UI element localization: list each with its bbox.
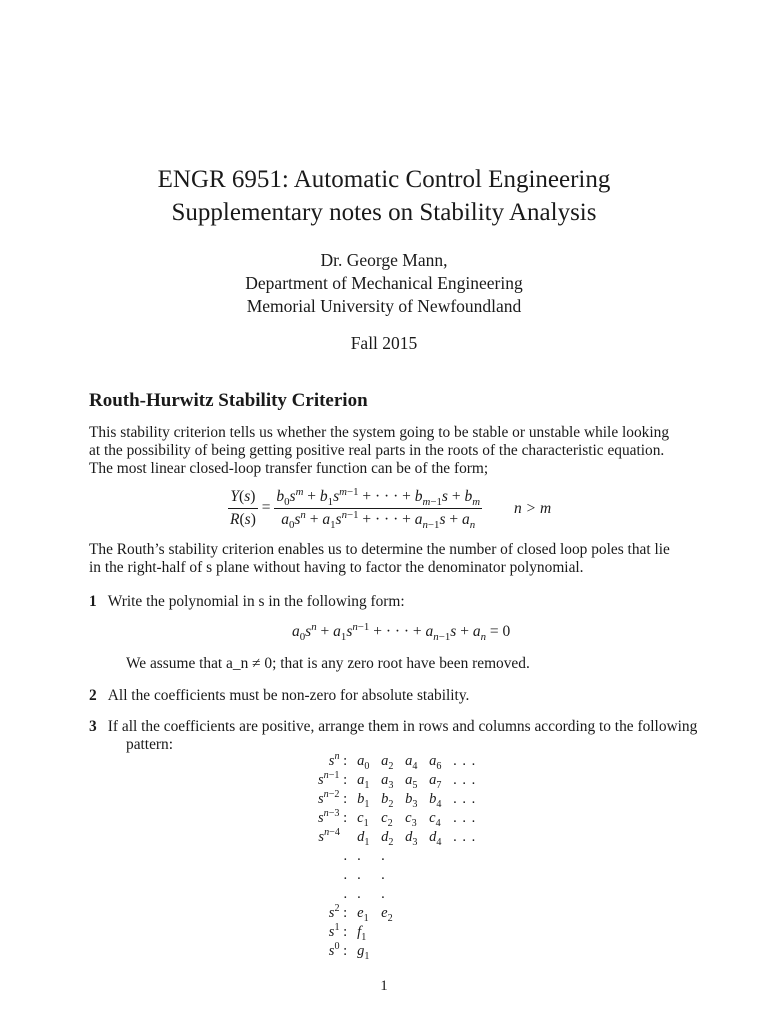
step-2 (89, 685, 469, 705)
document-title (0, 163, 768, 229)
routh-paragraph (89, 541, 701, 577)
routh-array (318, 752, 481, 961)
routh-row: $s^{n-3}$ : $c_1$ $c_2$ $c_3$ $c_4$ . . . (318, 808, 477, 829)
title-line-1: ENGR 6951: Automatic Control Engineering (157, 166, 611, 193)
routh-row: $s^{n-2}$ : $b_1$ $b_2$ $b_3$ $b_4$ . . . (318, 789, 477, 810)
routh-row: $s^{n-1}$ : $a_1$ $a_3$ $a_5$ $a_7$ . . . (318, 770, 477, 791)
paragraph-line: The Routh’s stability criterion enables us to determine the number of closed loop poles that lie (89, 541, 670, 558)
step-number: 1 (89, 593, 97, 610)
intro-line: at the possibility of being getting positive real parts in the roots of the characteristic equation. (89, 442, 665, 459)
intro-line: This stability criterion tells us whether the system going to be stable or unstable while looking (89, 424, 670, 441)
step-text: If all the coefficients are positive, arrange them in rows and columns according to the following (107, 718, 698, 735)
lhs-fraction: $\frac{Y(s)}{R(s)}$ (230, 488, 256, 528)
page-number: 1 (380, 978, 388, 994)
term: Fall 2015 (350, 333, 418, 353)
author-block (0, 249, 768, 318)
routh-ellipsis-row: . . . (343, 867, 385, 883)
equation-condition: n > m (514, 500, 552, 517)
routh-row: $s^{n-4}$ $d_1$ $d_2$ $d_3$ $d_4$ . . . (318, 827, 477, 848)
author-department: Department of Mechanical Engineering (245, 273, 523, 293)
intro-line: The most linear closed-loop transfer function can be of the form; (89, 460, 489, 477)
intro-paragraph (89, 424, 701, 478)
routh-row: $s^1$ : $f_1$ (328, 922, 367, 943)
section-heading: Routh-Hurwitz Stability Criterion (89, 390, 368, 411)
transfer-function-equation: $\frac{Y(s)}{R(s)}$ = $\frac{b_0s^m + b_1s^{m-1} + \cdot \cdot \cdot + b_{m-1}s + b_m}{a_0s^n + a_1s^{n-1} + \cdot \cdot \cdot + a_{n-1}s + a_n}$ (230, 485, 481, 532)
author-name: Dr. George Mann, (320, 250, 448, 270)
step-text: Write the polynomial in s in the following form: (107, 593, 405, 610)
step-1-note: We assume that a_n ≠ 0; that is any zero root have been removed. (126, 655, 530, 672)
routh-ellipsis-row: . . . (343, 886, 385, 902)
step-1 (89, 591, 405, 611)
routh-row: $s^0$ : $g_1$ (328, 941, 370, 962)
author-university: Memorial University of Newfoundland (246, 296, 522, 316)
step-3 (89, 716, 701, 754)
routh-row: $s^2$ : $e_1$ $e_2$ (328, 903, 393, 924)
step-number: 2 (89, 687, 97, 704)
routh-row: $s^n$ : $a_0$ $a_2$ $a_4$ $a_6$ . . . (328, 751, 477, 772)
routh-ellipsis-row: . . . (343, 848, 385, 864)
title-line-2: Supplementary notes on Stability Analysis (171, 199, 597, 226)
step-number: 3 (89, 718, 97, 735)
rhs-fraction: $\frac{b_0s^m + b_1s^{m-1} + \cdot \cdot \cdot + b_{m-1}s + b_m}{a_0s^n + a_1s^{n-1} + \cdot \cdot \cdot + a_{n-1}s + a_n}$ (276, 485, 481, 532)
polynomial-equation: $a_0s^n + a_1s^{n-1}$ + · · · + $a_{n-1}s + a_n = 0$ (292, 620, 511, 644)
step-text-continued: pattern: (126, 736, 174, 753)
paragraph-line: in the right-half of s plane without having to factor the denominator polynomial. (89, 559, 584, 576)
step-text: All the coefficients must be non-zero for absolute stability. (107, 687, 470, 704)
